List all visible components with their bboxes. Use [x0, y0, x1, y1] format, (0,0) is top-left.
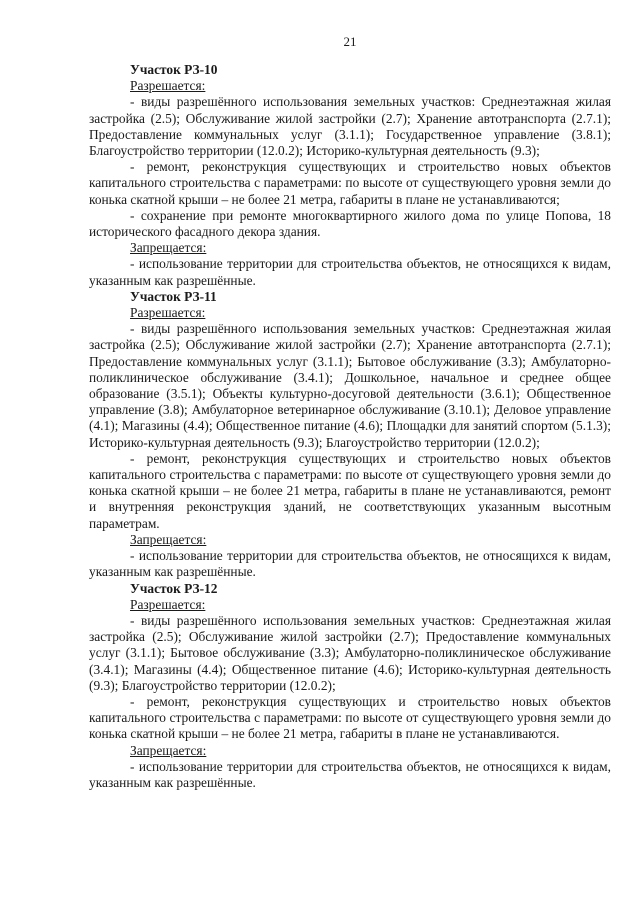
forbidden-label: Запрещается:	[130, 742, 207, 758]
page-number: 21	[343, 34, 357, 49]
allowed-item: - сохранение при ремонте многоквартирного жилого дома по улице Попова, 18 исторического фасадного декора здания.	[89, 207, 611, 240]
forbidden-item: - использование территории для строительства объектов, не относящихся к видам, указанным как разрешённые.	[89, 256, 611, 288]
section-title: Участок РЗ-10	[130, 62, 218, 77]
section-2	[89, 289, 611, 581]
section-1	[89, 62, 611, 289]
allowed-item: - ремонт, реконструкция существующих и строительство новых объектов капитального строительства с параметрами: по высоте от существующего уровня земли до конька скатной крыши – не более 21 метра, габариты в плане не устанавливаются;	[89, 159, 611, 207]
allowed-item: - виды разрешённого использования земельных участков: Среднеэтажная жилая застройка (2.5); Обслуживание жилой застройки (2.7); Хранение автотранспорта (2.7.1); Предоставление коммунальных услуг (3.1.1); Государственное управление (3.8.1); Благоустройство территории (12.0.2); Историко-культурная деятельность (9.3);	[89, 94, 611, 159]
allowed-item: - ремонт, реконструкция существующих и строительство новых объектов капитального строительства с параметрами: по высоте от существующего уровня земли до конька скатной крыши – не более 21 метра, габариты в плане не устанавливаются, ремонт и внутренняя реконструкция зданий, не соответствующих указанным высотным параметрам.	[89, 450, 611, 531]
forbidden-label: Запрещается:	[130, 531, 207, 547]
forbidden-item: - использование территории для строительства объектов, не относящихся к видам, указанным как разрешённые.	[89, 758, 611, 790]
forbidden-label: Запрещается:	[130, 240, 207, 256]
allowed-item: - виды разрешённого использования земельных участков: Среднеэтажная жилая застройка (2.5); Обслуживание жилой застройки (2.7); Хранение автотранспорта (2.7.1); Предоставление коммунальных услуг (3.1.1); Бытовое обслуживание (3.3); Амбулаторно-поликлиническое обслуживание (3.4.1); Дошкольное, начальное и среднее общее образование (3.5.1); Объекты культурно-досуговой деятельности (3.6.1); Общественное управление (3.8); Амбулаторное ветеринарное обслуживание (3.10.1); Деловое управление (4.1); Магазины (4.4); Общественное питание (4.6); Площадки для занятий спортом (5.1.3); Историко-культурная деятельность (9.3); Благоустройство территории (12.0.2);	[89, 321, 611, 450]
forbidden-item: - использование территории для строительства объектов, не относящихся к видам, указанным как разрешённые.	[89, 548, 611, 580]
allowed-label: Разрешается:	[130, 78, 206, 94]
allowed-item: - виды разрешённого использования земельных участков: Среднеэтажная жилая застройка (2.5); Обслуживание жилой застройки (2.7); Предоставление коммунальных услуг (3.1.1); Бытовое обслуживание (3.3); Амбулаторно-поликлиническое обслуживание (3.4.1); Магазины (4.4); Общественное питание (4.6); Историко-культурная деятельность (9.3); Благоустройство территории (12.0.2);	[89, 612, 611, 693]
section-title: Участок РЗ-12	[130, 580, 218, 596]
document-body	[89, 62, 611, 791]
section-title: Участок РЗ-11	[130, 288, 217, 304]
allowed-label: Разрешается:	[130, 596, 206, 612]
allowed-label: Разрешается:	[130, 305, 206, 321]
section-3	[89, 581, 611, 792]
allowed-item: - ремонт, реконструкция существующих и строительство новых объектов капитального строительства с параметрами: по высоте от существующего уровня земли до конька скатной крыши – не более 21 метра, габариты в плане не устанавливаются.	[89, 693, 611, 742]
